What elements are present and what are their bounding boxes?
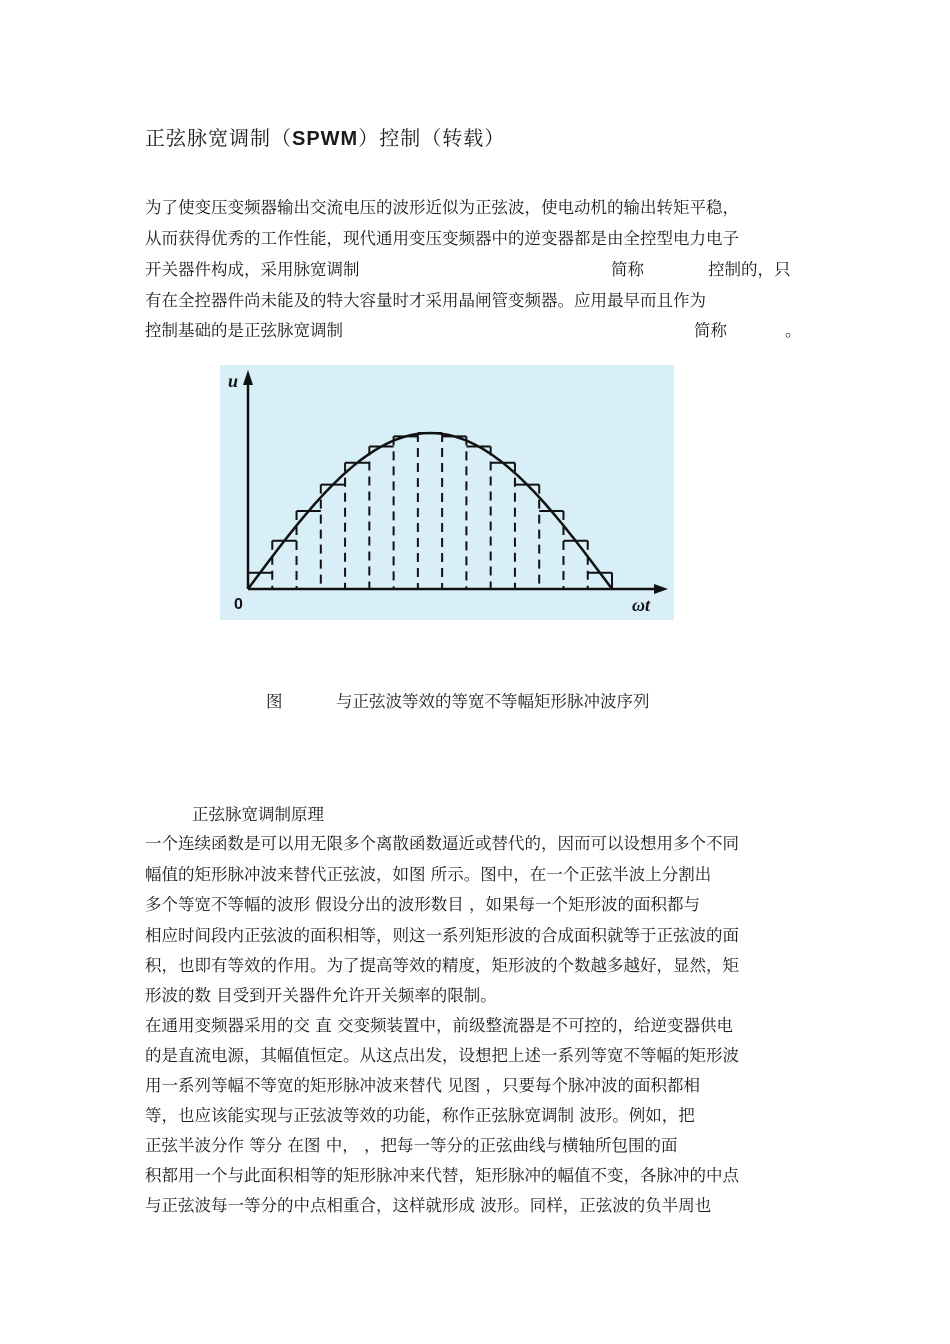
intro-line-4: 有在全控器件尚未能及的特大容量时才采用晶闸管变频器。应用最早而且作为 bbox=[145, 291, 706, 310]
body-line: 幅值的矩形脉冲波来替代正弦波，如图 所示。图中，在一个正弦半波上分割出 bbox=[145, 865, 712, 884]
figure-caption-text: 与正弦波等效的等宽不等幅矩形脉冲波序列 bbox=[336, 692, 650, 711]
intro-line-5 bbox=[145, 317, 805, 341]
intro-line-3b: 简称 bbox=[611, 260, 644, 279]
body-line: 与正弦波每一等分的中点相重合，这样就形成 波形。同样，正弦波的负半周也 bbox=[145, 1196, 712, 1215]
body-line: 积，也即有等效的作用。为了提高等效的精度，矩形波的个数越多越好，显然，矩 bbox=[145, 956, 739, 975]
title-latin: SPWM bbox=[292, 128, 359, 150]
intro-line-5a: 控制基础的是正弦脉宽调制 bbox=[145, 321, 343, 340]
body-line: 一个连续函数是可以用无限多个离散函数逼近或替代的，因而可以设想用多个不同 bbox=[145, 834, 739, 853]
intro-line-5c: 。 bbox=[785, 321, 802, 340]
intro-line-5b: 简称 bbox=[694, 321, 727, 340]
title-post: ）控制（转载） bbox=[358, 126, 506, 150]
figure-caption-label: 图 bbox=[266, 692, 283, 711]
page-title bbox=[145, 122, 505, 151]
body-line: 在通用变频器采用的交 直 交变频装置中，前级整流器是不可控的，给逆变器供电 bbox=[145, 1016, 733, 1035]
intro-line-3a: 开关器件构成，采用脉宽调制 bbox=[145, 260, 360, 279]
intro-line-3 bbox=[145, 256, 805, 280]
body-line: 多个等宽不等幅的波形 假设分出的波形数目 ，如果每一个矩形波的面积都与 bbox=[145, 895, 700, 914]
x-axis-arrow bbox=[654, 584, 668, 594]
intro-line-3c: 控制的，只 bbox=[708, 260, 791, 279]
x-axis-label: ωt bbox=[632, 595, 651, 615]
intro-line-2: 从而获得优秀的工作性能，现代通用变压变频器中的逆变器都是由全控型电力电子 bbox=[145, 229, 739, 248]
rect-pulses bbox=[248, 433, 612, 573]
body-line: 正弦半波分作 等分 在图 中， ，把每一等分的正弦曲线与横轴所包围的面 bbox=[145, 1136, 678, 1155]
title-pre: 正弦脉宽调制（ bbox=[145, 126, 292, 150]
y-axis-label: u bbox=[228, 371, 239, 391]
section-heading: 正弦脉宽调制原理 bbox=[192, 805, 324, 824]
body-line: 形波的数 目受到开关器件允许开关频率的限制。 bbox=[145, 986, 497, 1005]
body-line: 的是直流电源，其幅值恒定。从这点出发，设想把上述一系列等宽不等幅的矩形波 bbox=[145, 1046, 739, 1065]
body-line: 相应时间段内正弦波的面积相等，则这一系列矩形波的合成面积就等于正弦波的面 bbox=[145, 926, 739, 945]
pwm-diagram bbox=[220, 365, 674, 620]
y-axis-arrow bbox=[243, 370, 253, 385]
body-line: 积都用一个与此面积相等的矩形脉冲来代替，矩形脉冲的幅值不变，各脉冲的中点 bbox=[145, 1166, 739, 1185]
body-line: 等，也应该能实现与正弦波等效的功能，称作正弦脉宽调制 波形。例如，把 bbox=[145, 1106, 695, 1125]
intro-line-1: 为了使变压变频器输出交流电压的波形近似为正弦波，使电动机的输出转矩平稳， bbox=[145, 198, 739, 217]
pwm-figure bbox=[220, 365, 674, 620]
origin-label: 0 bbox=[234, 596, 243, 613]
body-line: 用一系列等幅不等宽的矩形脉冲波来替代 见图 ，只要每个脉冲波的面积都相 bbox=[145, 1076, 700, 1095]
